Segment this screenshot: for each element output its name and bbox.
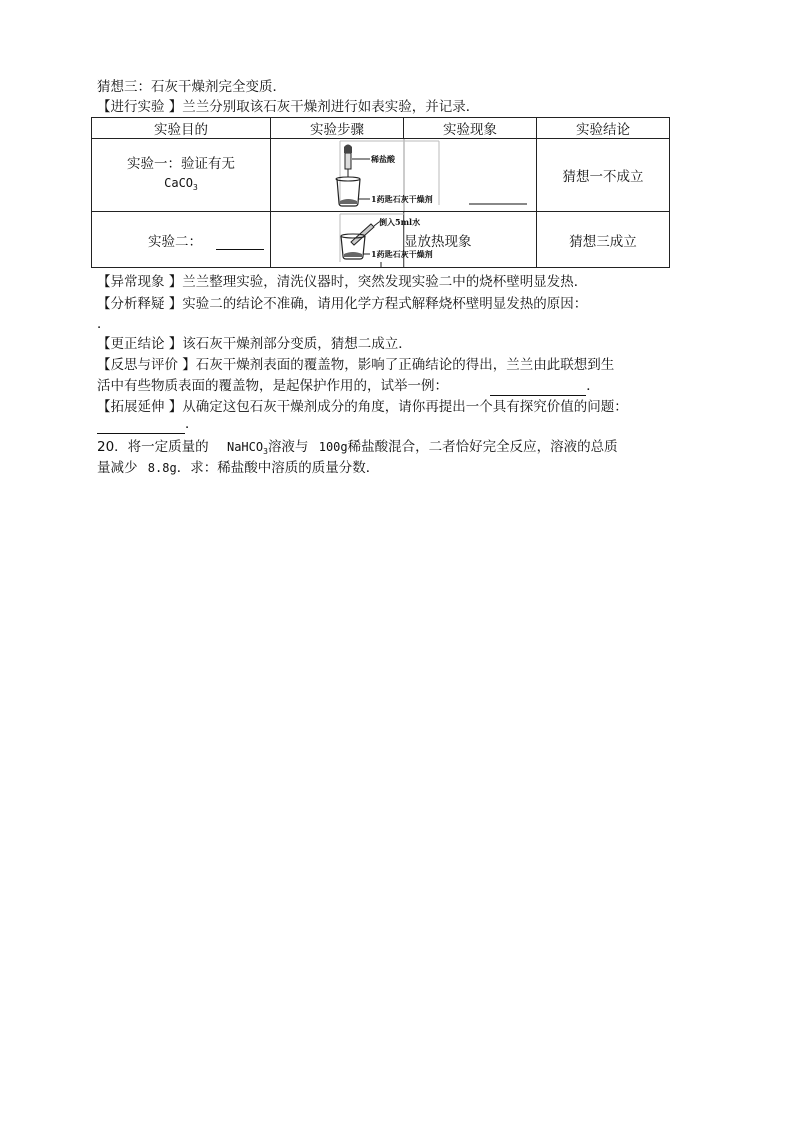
reflection-line2 [97, 376, 600, 396]
q20-mass: 8.8g [147, 461, 177, 475]
reflection-blank-line [490, 381, 586, 396]
extension-answer-line [97, 414, 199, 434]
row2-steps [271, 212, 433, 268]
header-conclusion: 实验结论 [537, 118, 670, 139]
row1-purpose [92, 139, 271, 212]
row1-purpose-formula: CaCO$_3$ [164, 175, 198, 192]
row2-purpose-text: 实验二： [148, 233, 202, 250]
row2-purpose [92, 212, 271, 268]
table-row [92, 139, 670, 212]
q20-rest: 稀盐酸混合，二者恰好完全反应，溶液的总质 [347, 439, 618, 455]
reflection-line1: 【反思与评价 】石灰干燥剂表面的覆盖物，影响了正确结论的得出，兰兰由此联想到生 [97, 357, 615, 373]
extension-blank-line [97, 419, 185, 434]
analysis-question: 【分析释疑 】实验二的结论不准确，请用化学方程式解释烧杯壁明显发热的原因： [97, 296, 588, 312]
figure1-label-top: 稀盐酸 [371, 154, 395, 164]
abnormal-phenomenon: 【异常现象 】兰兰整理实验，清洗仪器时，突然发现实验二中的烧杯壁明显发热． [97, 274, 588, 290]
water-beaker-figure [271, 212, 433, 267]
analysis-answer-end: ． [97, 316, 111, 332]
table-header-row [92, 118, 670, 139]
header-purpose: 实验目的 [92, 118, 271, 139]
extension-question: 【拓展延伸 】从确定这包石灰干燥剂成分的角度，请你再提出一个具有探究价值的问题： [97, 399, 628, 415]
purpose-blank-line [216, 235, 264, 250]
q20-line2-b: ．求：稀盐酸中溶质的质量分数． [176, 460, 380, 476]
acid-dropper-beaker-figure [271, 139, 537, 211]
q20-mid: 溶液与 [267, 439, 309, 455]
reflection-end: ． [586, 378, 600, 394]
extension-end: ． [185, 416, 199, 432]
figure2-label-bottom: 1药匙石灰干燥剂 [371, 249, 433, 259]
row2-conclusion: 猜想三成立 [537, 212, 670, 268]
row1-steps-and-phenomenon [271, 139, 537, 212]
header-steps: 实验步骤 [271, 118, 404, 139]
question-20-line2 [97, 458, 379, 478]
row1-conclusion: 猜想一不成立 [537, 139, 670, 212]
procedure-intro: 【进行实验 】兰兰分别取该石灰干燥剂进行如表实验，并记录． [97, 99, 480, 115]
q20-amount: 100g [318, 440, 348, 454]
q20-line2-a: 量减少 [97, 460, 138, 476]
reflection-text: 活中有些物质表面的覆盖物，是起保护作用的，试举一例： [97, 378, 448, 394]
figure2-label-top: 倒入5ml水 [379, 217, 421, 227]
corrected-conclusion: 【更正结论 】该石灰干燥剂部分变质，猜想二成立． [97, 336, 412, 352]
row1-purpose-text: 实验一：验证有无 [127, 155, 235, 172]
header-phenomenon: 实验现象 [404, 118, 537, 139]
table-row [92, 212, 670, 268]
q20-formula: NaHCO$_3$ [226, 440, 268, 456]
hypothesis-three: 猜想三：石灰干燥剂完全变质． [97, 79, 286, 95]
row2-phenomenon: 显放热现象 [404, 212, 537, 268]
figure1-label-bottom: 1药匙石灰干燥剂 [371, 194, 433, 204]
q20-prefix: 20．将一定质量的 [97, 439, 209, 455]
experiment-table [91, 117, 670, 268]
